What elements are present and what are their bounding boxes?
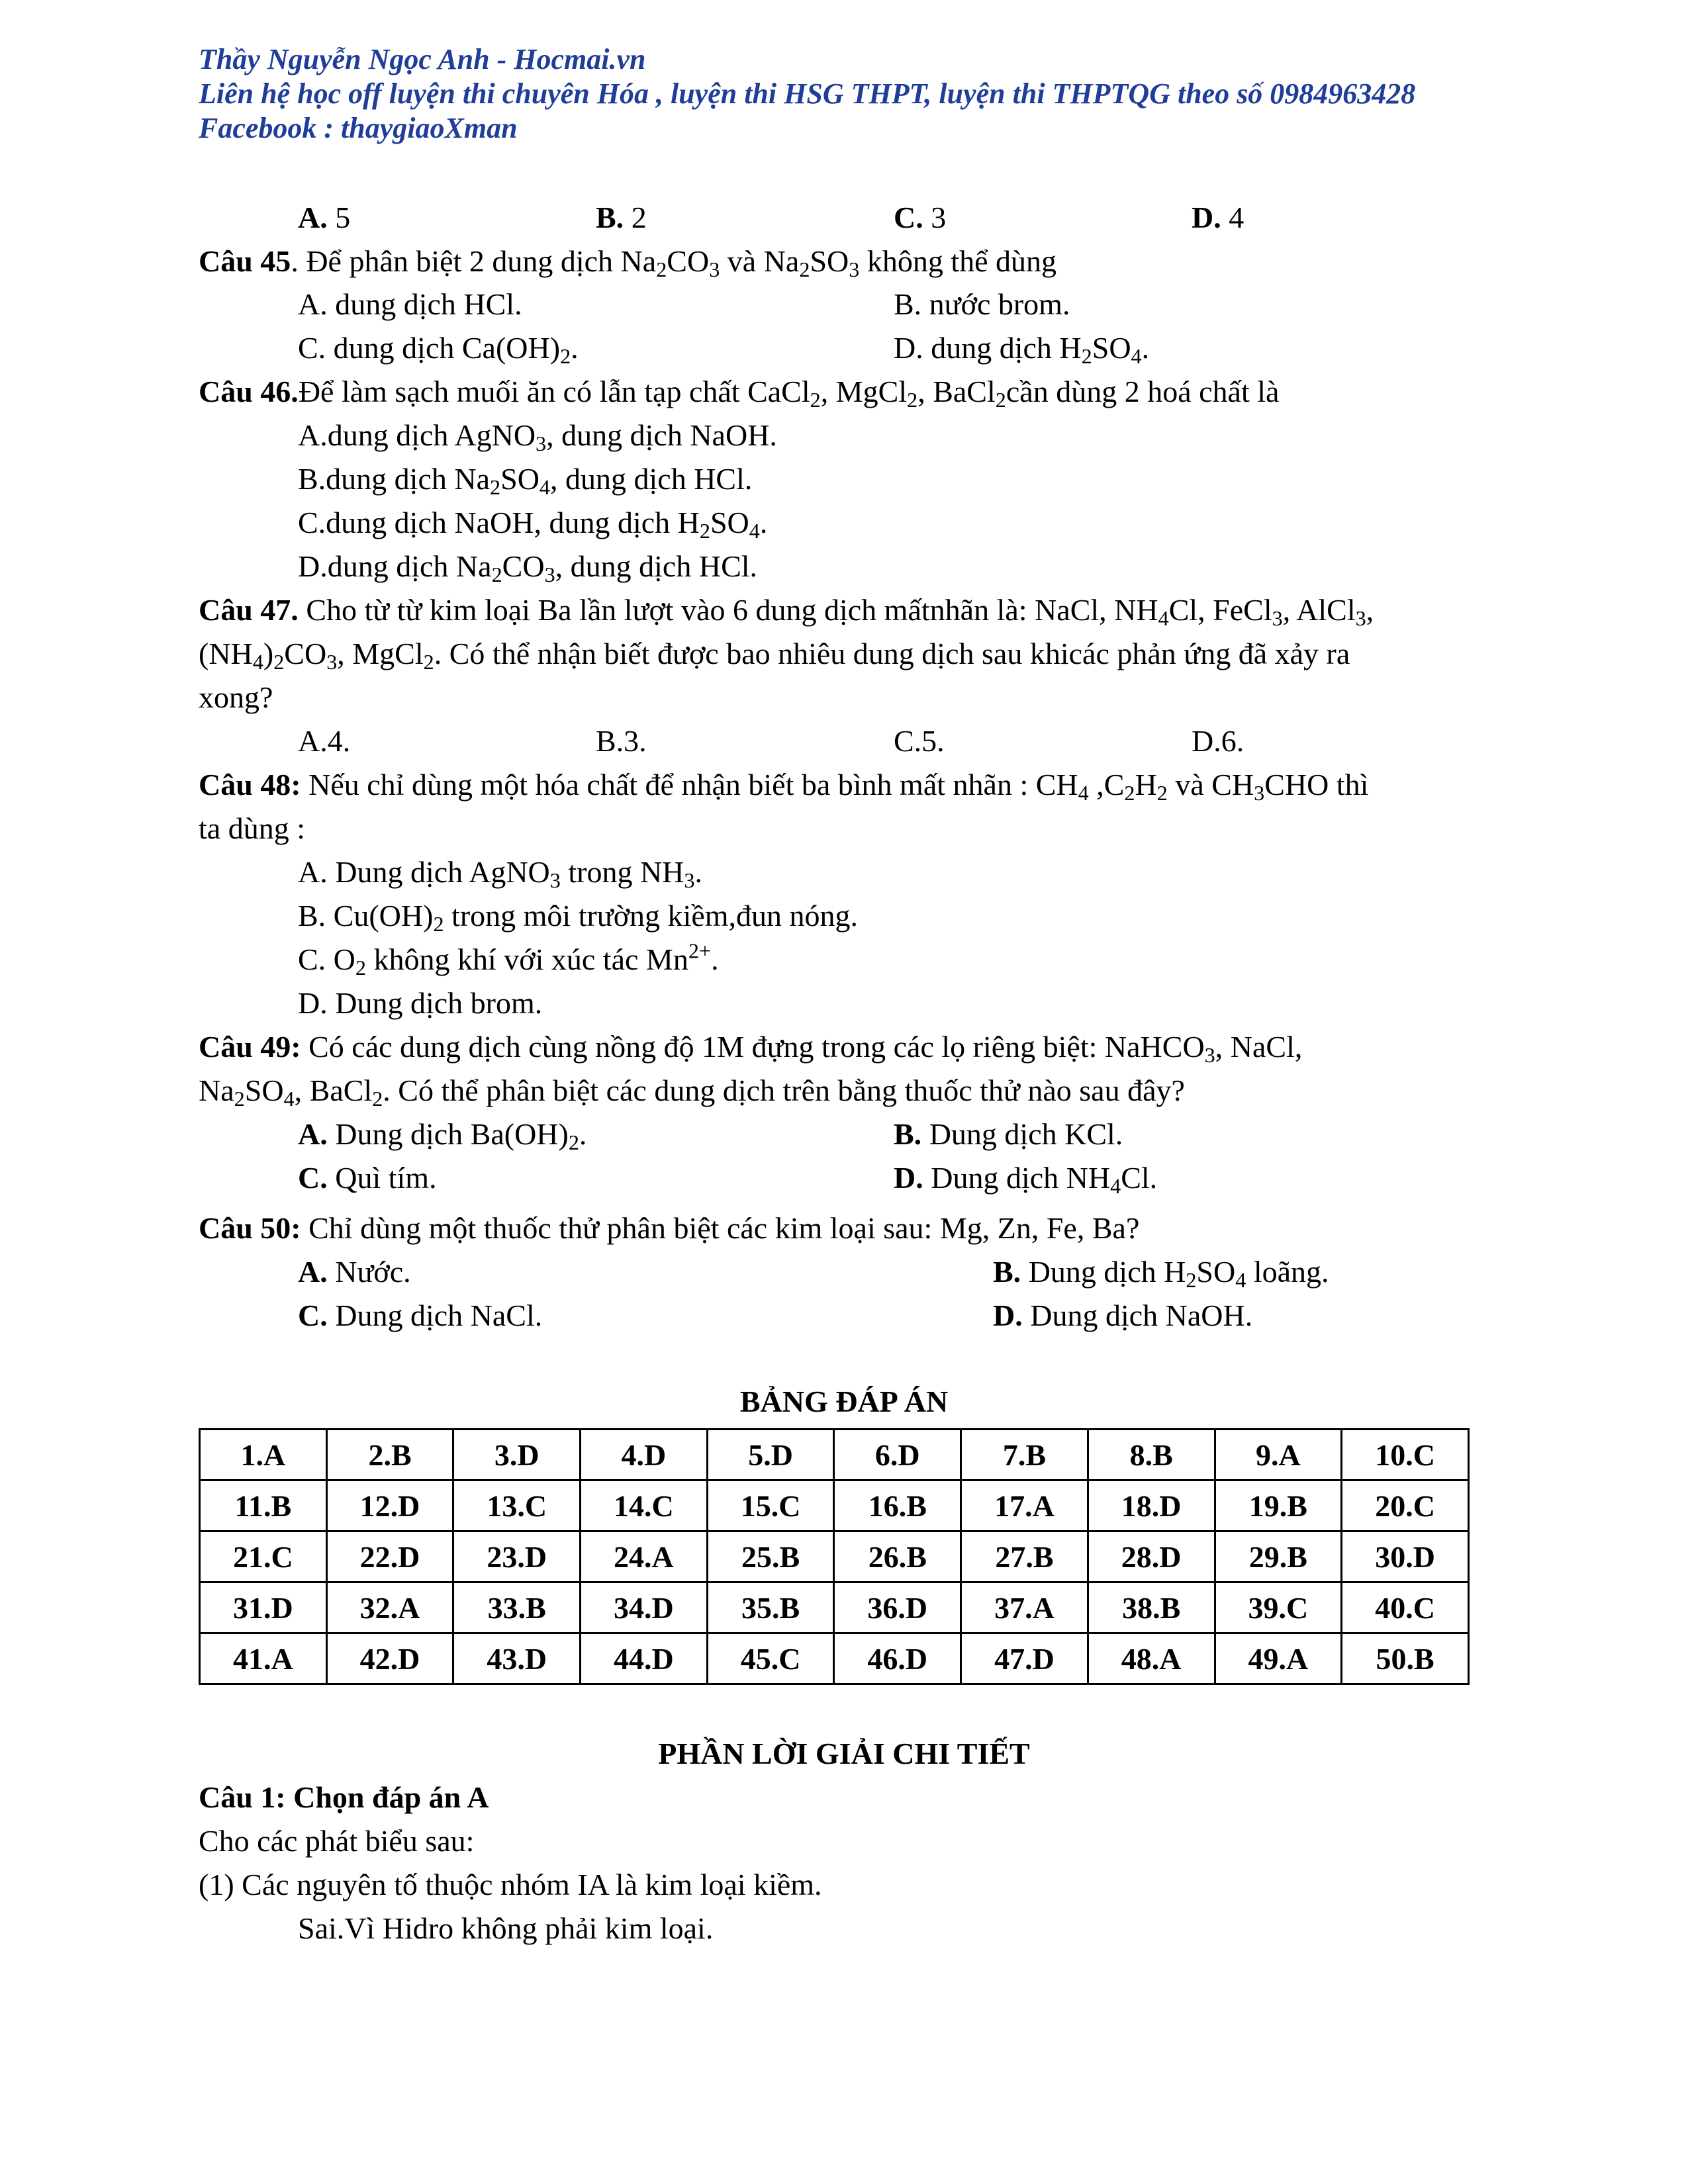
- q47-option-d: D.6.: [1192, 724, 1244, 758]
- q45-option-a: A. dung dịch HCl.: [298, 287, 522, 321]
- answer-cell: 12.D: [326, 1480, 453, 1531]
- q47-option-b: B.3.: [596, 724, 647, 758]
- answer-cell: 32.A: [326, 1582, 453, 1633]
- q48-stem-line2: ta dùng :: [199, 811, 305, 845]
- answer-cell: 9.A: [1215, 1430, 1342, 1480]
- answer-cell: 44.D: [581, 1633, 708, 1684]
- answer-cell: 2.B: [326, 1430, 453, 1480]
- solution-title: PHẦN LỜI GIẢI CHI TIẾT: [658, 1737, 1030, 1770]
- answer-cell: 20.C: [1342, 1480, 1469, 1531]
- answer-cell: 40.C: [1342, 1582, 1469, 1633]
- q49-option-c: C. Quì tím.: [298, 1161, 437, 1195]
- answer-cell: 26.B: [834, 1531, 961, 1582]
- solution-intro: Cho các phát biểu sau:: [199, 1824, 475, 1858]
- q48-option-c: C. $O_2$ không khí với xúc tác $Mn^{2+}$.: [298, 938, 719, 980]
- answer-cell: 23.D: [453, 1531, 581, 1582]
- q48-option-d: D. Dung dịch brom.: [298, 986, 543, 1020]
- answer-cell: 18.D: [1088, 1480, 1215, 1531]
- answer-cell: 10.C: [1342, 1430, 1469, 1480]
- answer-cell: 46.D: [834, 1633, 961, 1684]
- answer-cell: 36.D: [834, 1582, 961, 1633]
- answer-cell: 42.D: [326, 1633, 453, 1684]
- q44-option-b: B. 2: [596, 201, 647, 234]
- answer-table-row: [200, 1430, 1469, 1480]
- q50-option-d: D. Dung dịch NaOH.: [993, 1298, 1253, 1332]
- answer-cell: 7.B: [961, 1430, 1088, 1480]
- q45-option-c: C. dung dịch $Ca(OH)_2$.: [298, 331, 579, 369]
- answer-cell: 43.D: [453, 1633, 581, 1684]
- q50-option-a: A. Nước.: [298, 1255, 411, 1289]
- answer-cell: 48.A: [1088, 1633, 1215, 1684]
- answer-table: [199, 1428, 1470, 1685]
- answer-cell: 34.D: [581, 1582, 708, 1633]
- answer-cell: 47.D: [961, 1633, 1088, 1684]
- answer-cell: 3.D: [453, 1430, 581, 1480]
- answer-cell: 33.B: [453, 1582, 581, 1633]
- q46-option-a: A.dung dịch AgNO$_3$, dung dịch NaOH.: [298, 418, 777, 456]
- q45-option-d: D. dung dịch $H_2SO_4$.: [894, 331, 1150, 369]
- answer-cell: 38.B: [1088, 1582, 1215, 1633]
- answer-cell: 49.A: [1215, 1633, 1342, 1684]
- q45-option-b: B. nước brom.: [894, 287, 1070, 321]
- q49-stem-line2: $Na_2SO_4$, BaCl$_2$. Có thể phân biệt các dung dịch trên bằng thuốc thử nào sau đây?: [199, 1073, 1185, 1111]
- answer-cell: 19.B: [1215, 1480, 1342, 1531]
- answer-table-row: [200, 1633, 1469, 1684]
- answer-cell: 28.D: [1088, 1531, 1215, 1582]
- q49-option-a: A. Dung dịch $Ba(OH)_2$.: [298, 1117, 587, 1155]
- header-facebook: Facebook : thaygiaoXman: [199, 112, 518, 144]
- answer-cell: 5.D: [707, 1430, 834, 1480]
- answer-cell: 6.D: [834, 1430, 961, 1480]
- q46-option-b: B.dung dịch $Na_2SO_4$, dung dịch HCl.: [298, 462, 753, 500]
- q44-option-c: C. 3: [894, 201, 947, 234]
- answer-cell: 1.A: [200, 1430, 327, 1480]
- q44-option-a: A. 5: [298, 201, 351, 234]
- q47-option-c: C.5.: [894, 724, 945, 758]
- answer-cell: 41.A: [200, 1633, 327, 1684]
- answer-cell: 13.C: [453, 1480, 581, 1531]
- answer-table-title: BẢNG ĐÁP ÁN: [739, 1385, 949, 1418]
- q48-option-a: A. Dung dịch AgNO$_3$ trong $NH_3$.: [298, 855, 702, 893]
- q46-stem: Câu 46.Để làm sạch muối ăn có lẫn tạp chất CaCl$_2$, MgCl$_2$, BaCl$_2$cần dùng 2 hoá chất là: [199, 375, 1280, 412]
- q47-stem-line3: xong?: [199, 680, 273, 714]
- answer-cell: 16.B: [834, 1480, 961, 1531]
- q50-option-c: C. Dung dịch NaCl.: [298, 1298, 543, 1332]
- q47-option-a: A.4.: [298, 724, 351, 758]
- header-author: Thầy Nguyễn Ngọc Anh - Hocmai.vn: [199, 43, 646, 75]
- header-contact: Liên hệ học off luyện thi chuyên Hóa , luyện thi HSG THPT, luyện thi THPTQG theo số 0984963428: [199, 77, 1416, 110]
- q50-option-b: B. Dung dịch $H_2SO_4$ loãng.: [993, 1255, 1329, 1293]
- answer-cell: 8.B: [1088, 1430, 1215, 1480]
- answer-cell: 24.A: [581, 1531, 708, 1582]
- q46-option-d: D.dung dịch $Na_2CO_3$, dung dịch HCl.: [298, 549, 758, 587]
- answer-cell: 11.B: [200, 1480, 327, 1531]
- answer-cell: 15.C: [707, 1480, 834, 1531]
- answer-cell: 31.D: [200, 1582, 327, 1633]
- q45-stem: Câu 45. Để phân biệt 2 dung dịch $Na_2CO_3$ và $Na_2SO_3$ không thể dùng: [199, 244, 1057, 282]
- q50-stem: Câu 50: Chỉ dùng một thuốc thử phân biệt các kim loại sau: Mg, Zn, Fe, Ba?: [199, 1211, 1140, 1245]
- answer-cell: 27.B: [961, 1531, 1088, 1582]
- answer-cell: 37.A: [961, 1582, 1088, 1633]
- answer-cell: 35.B: [707, 1582, 834, 1633]
- answer-cell: 17.A: [961, 1480, 1088, 1531]
- q49-option-d: D. Dung dịch $NH_4Cl$.: [894, 1161, 1158, 1199]
- solution-statement-1: (1) Các nguyên tố thuộc nhóm IA là kim loại kiềm.: [199, 1868, 822, 1901]
- q48-option-b: B. $Cu(OH)_2$ trong môi trường kiềm,đun nóng.: [298, 899, 859, 936]
- q46-option-c: C.dung dịch NaOH, dung dịch $H_2SO_4$.: [298, 506, 768, 543]
- answer-cell: 45.C: [707, 1633, 834, 1684]
- answer-cell: 22.D: [326, 1531, 453, 1582]
- q49-option-b: B. Dung dịch KCl.: [894, 1117, 1123, 1151]
- q47-stem-line2: $(NH_4)_2CO_3$, MgCl$_2$. Có thể nhận biết được bao nhiêu dung dịch sau khicác phản ứng đã xảy ra: [199, 637, 1350, 674]
- answer-cell: 30.D: [1342, 1531, 1469, 1582]
- q48-stem-line1: Câu 48: Nếu chỉ dùng một hóa chất để nhận biết ba bình mất nhãn : $CH_4$ $,C_2H_2$ và $CH_3CHO$ thì: [199, 768, 1369, 805]
- answer-cell: 50.B: [1342, 1633, 1469, 1684]
- answer-cell: 21.C: [200, 1531, 327, 1582]
- solution-statement-1-note: Sai.Vì Hidro không phải kim loại.: [298, 1911, 714, 1945]
- answer-cell: 39.C: [1215, 1582, 1342, 1633]
- q47-stem-line1: Câu 47. Cho từ từ kim loại Ba lần lượt vào 6 dung dịch mấtnhãn là: NaCl, $NH_4Cl$, FeCl$_3$, AlCl$_3$,: [199, 593, 1374, 631]
- solution-q1-heading: Câu 1: Chọn đáp án A: [199, 1780, 489, 1814]
- answer-cell: 14.C: [581, 1480, 708, 1531]
- q49-stem-line1: Câu 49: Có các dung dịch cùng nồng độ 1M đựng trong các lọ riêng biệt: NaHCO$_3$, NaCl,: [199, 1030, 1303, 1068]
- answer-cell: 4.D: [581, 1430, 708, 1480]
- answer-cell: 29.B: [1215, 1531, 1342, 1582]
- answer-table-row: [200, 1582, 1469, 1633]
- answer-table-row: [200, 1531, 1469, 1582]
- answer-cell: 25.B: [707, 1531, 834, 1582]
- answer-table-row: [200, 1480, 1469, 1531]
- q44-option-d: D. 4: [1192, 201, 1244, 234]
